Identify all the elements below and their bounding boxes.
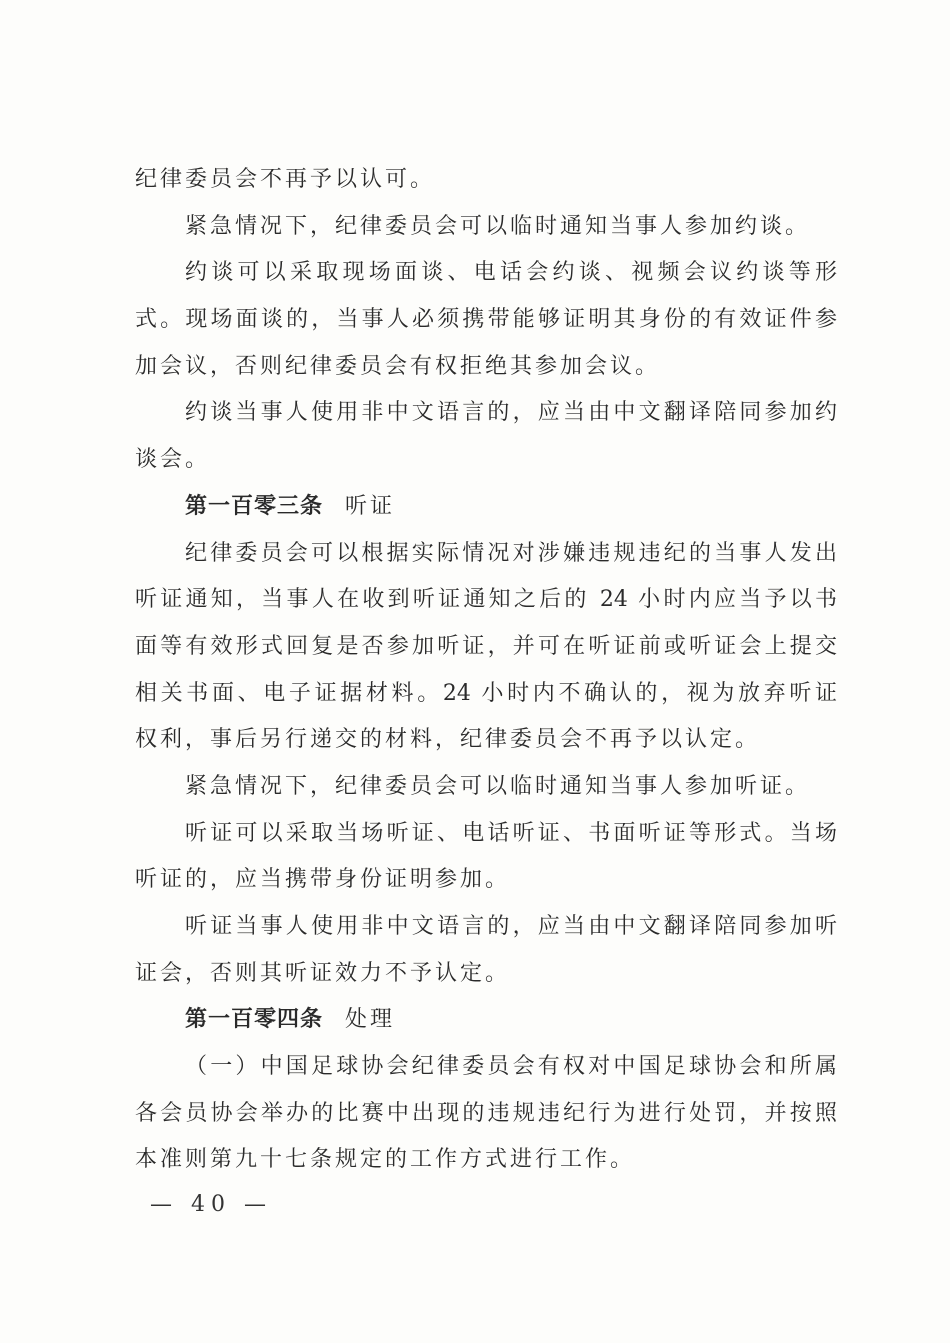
article-number: 第一百零三条 [185,493,324,519]
text-line: 听证的，应当携带身份证明参加。 [135,867,511,893]
text-line: 谈会。 [135,447,211,473]
text-line: 面等有效形式回复是否参加听证，并可在听证前或听证会上提交 [135,633,837,659]
text-line: 式。现场面谈的，当事人必须携带能够证明其身份的有效证件参 [135,307,837,333]
text-line: 证会，否则其听证效力不予认定。 [135,960,511,986]
article-heading [135,997,837,1044]
document-body [135,157,837,1184]
text-line: 约谈当事人使用非中文语言的，应当由中文翻译陪同参加约 [185,400,837,426]
text-line: 权利，事后另行递交的材料，纪律委员会不再予以认定。 [135,727,761,753]
text-line: 相关书面、电子证据材料。24 小时内不确认的，视为放弃听证 [135,680,837,706]
text-line: 各会员协会举办的比赛中出现的违规违纪行为进行处罚，并按照 [135,1100,837,1126]
article-number: 第一百零四条 [185,1007,324,1033]
text-line: 听证当事人使用非中文语言的，应当由中文翻译陪同参加听 [185,914,837,939]
text-line: 紧急情况下，纪律委员会可以临时通知当事人参加约谈。 [185,213,811,239]
text-line: 本准则第九十七条规定的工作方式进行工作。 [135,1147,636,1173]
text-line: 紧急情况下，纪律委员会可以临时通知当事人参加听证。 [185,773,811,799]
article-title: 听证 [345,493,396,519]
text-line: 听证可以采取当场听证、电话听证、书面听证等形式。当场 [185,820,837,846]
text-line: 纪律委员会不再予以认可。 [135,167,436,192]
article-heading [135,484,837,531]
text-line: 纪律委员会可以根据实际情况对涉嫌违规违纪的当事人发出 [185,540,837,566]
text-line: 约谈可以采取现场面谈、电话会约谈、视频会议约谈等形 [185,260,837,286]
page-number: — 40 — [150,1192,272,1217]
text-line: 加会议，否则纪律委员会有权拒绝其参加会议。 [135,353,661,379]
text-line: 听证通知，当事人在收到听证通知之后的 24 小时内应当予以书 [135,587,837,613]
article-title: 处理 [345,1007,396,1033]
text-line: （一）中国足球协会纪律委员会有权对中国足球协会和所属 [185,1054,837,1080]
